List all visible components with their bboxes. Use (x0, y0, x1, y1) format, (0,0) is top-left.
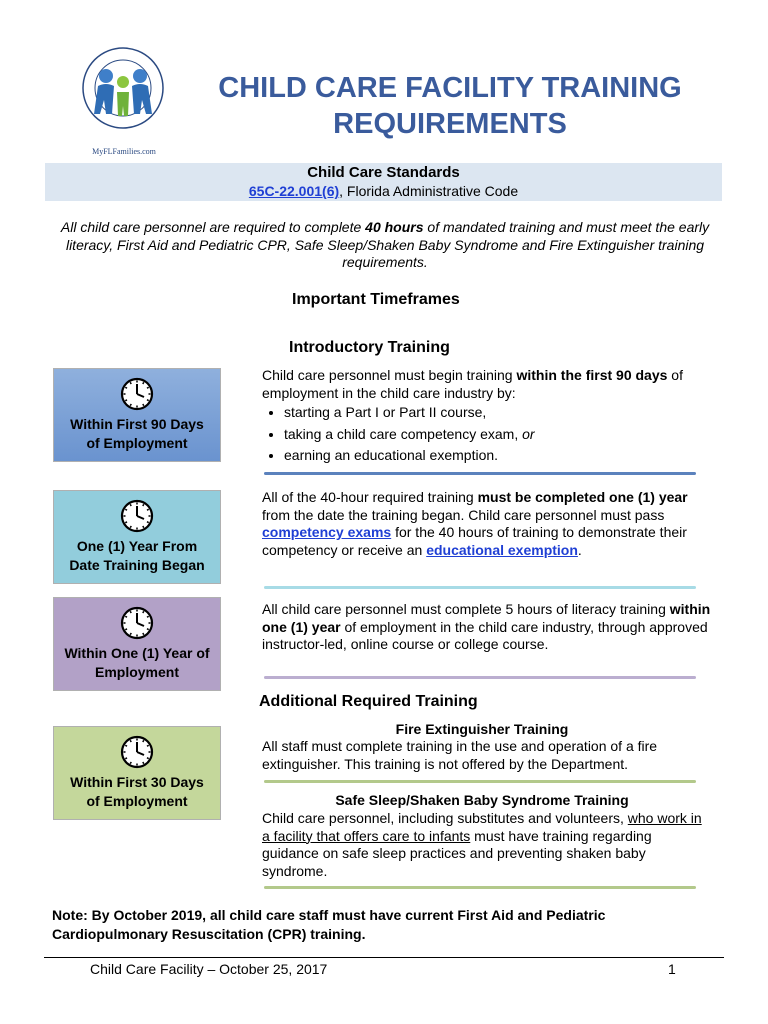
intro-training-para (262, 367, 712, 402)
timeframe-box-first-30-days (53, 726, 221, 820)
safe-sleep-text (262, 810, 712, 880)
one-year-text (262, 489, 712, 559)
divider (264, 676, 696, 679)
intro-bold: 40 hours (365, 219, 424, 235)
divider (264, 886, 696, 889)
text: All child care personnel must complete 5 hours of literacy training (262, 601, 670, 617)
intro-paragraph (42, 219, 728, 272)
fire-extinguisher-text: All staff must complete training in the use and operation of a fire extinguisher. This training is not offered by the Department. (262, 738, 658, 772)
list-item: • earning an educational exemption. (284, 447, 712, 465)
standards-title: Child Care Standards (307, 164, 460, 181)
competency-exams-link[interactable]: competency exams (262, 524, 392, 540)
title-line-2: REQUIREMENTS (333, 108, 567, 140)
timeframe-box-within-one-year (53, 597, 221, 691)
text-bold: within the first 90 days (516, 367, 668, 383)
note: Note: By October 2019, all child care staff must have current First Aid and Pediatric Cardiopulmonary Resuscitation (CPR) training. (52, 907, 606, 942)
intro-training-text (262, 367, 712, 469)
logo-caption: MyFLFamilies.com (92, 147, 156, 156)
text: of employment in the child care industry, through approved instructor-led, online course or college course. (262, 618, 708, 652)
code-suffix: , Florida Administrative Code (339, 183, 519, 199)
clock-icon (120, 377, 154, 411)
fire-extinguisher-title: Fire Extinguisher Training (395, 721, 569, 737)
divider (264, 780, 696, 783)
list-item (284, 426, 712, 444)
box-label: Within First 30 Days of Employment (70, 774, 204, 809)
text: for the 40 hours of training to demonstrate their competency or receive an (262, 524, 687, 558)
footer-rule (44, 957, 724, 958)
heading-additional: Additional Required Training (259, 693, 478, 710)
timeframe-box-one-year-from (53, 490, 221, 584)
page-number: 1 (668, 961, 676, 977)
intro-text-1: All child care personnel are required to complete (60, 219, 366, 235)
text-italic: or (522, 425, 535, 442)
text-bold: must be completed one (1) year (477, 489, 688, 505)
text: must have training regarding guidance on safe sleep practices and preventing shaken baby syndrome. (262, 827, 652, 879)
box-label: One (1) Year From Date Training Began (69, 538, 205, 573)
text: from the date the training began. Child care personnel must pass (262, 506, 665, 523)
divider (264, 472, 696, 475)
text: Child care personnel, including substitutes and volunteers, (262, 810, 628, 826)
dcf-logo (80, 38, 166, 158)
title-line-1: CHILD CARE FACILITY TRAINING (218, 72, 682, 104)
list-item: • starting a Part I or Part II course, (284, 404, 712, 422)
code-link[interactable]: 65C-22.001(6) (248, 183, 340, 199)
text: taking a child care competency exam, (284, 425, 523, 442)
text: of employment in the child care industry by: (262, 367, 683, 401)
box-label: Within First 90 Days of Employment (70, 416, 204, 451)
text: All of the 40-hour required training (262, 489, 478, 505)
text-bold: within one (1) year (262, 601, 711, 635)
divider (264, 586, 696, 589)
intro-text-2: of mandated training and must meet the early literacy, First Aid and Pediatric CPR, Safe Sleep/Shaken Baby Syndrome and Fire Extinguisher training requirements. (65, 219, 710, 270)
safe-sleep-title: Safe Sleep/Shaken Baby Syndrome Training (335, 792, 629, 808)
timeframe-box-first-90-days (53, 368, 221, 462)
text: Child care personnel must begin training (262, 367, 517, 383)
literacy-text (262, 601, 712, 654)
educational-exemption-link[interactable]: educational exemption (426, 541, 578, 558)
footer-text: Child Care Facility – October 25, 2017 (90, 961, 328, 977)
text-underline: who work in a facility that offers care to infants (262, 810, 702, 844)
clock-icon (120, 735, 154, 769)
clock-icon (120, 606, 154, 640)
standards-code (45, 183, 722, 199)
heading-timeframes: Important Timeframes (292, 291, 460, 308)
page-title (200, 70, 700, 142)
clock-icon (120, 499, 154, 533)
heading-introductory: Introductory Training (289, 339, 450, 356)
intro-training-list (262, 404, 712, 465)
text: . (577, 541, 582, 558)
box-label: Within One (1) Year of Employment (64, 645, 210, 680)
